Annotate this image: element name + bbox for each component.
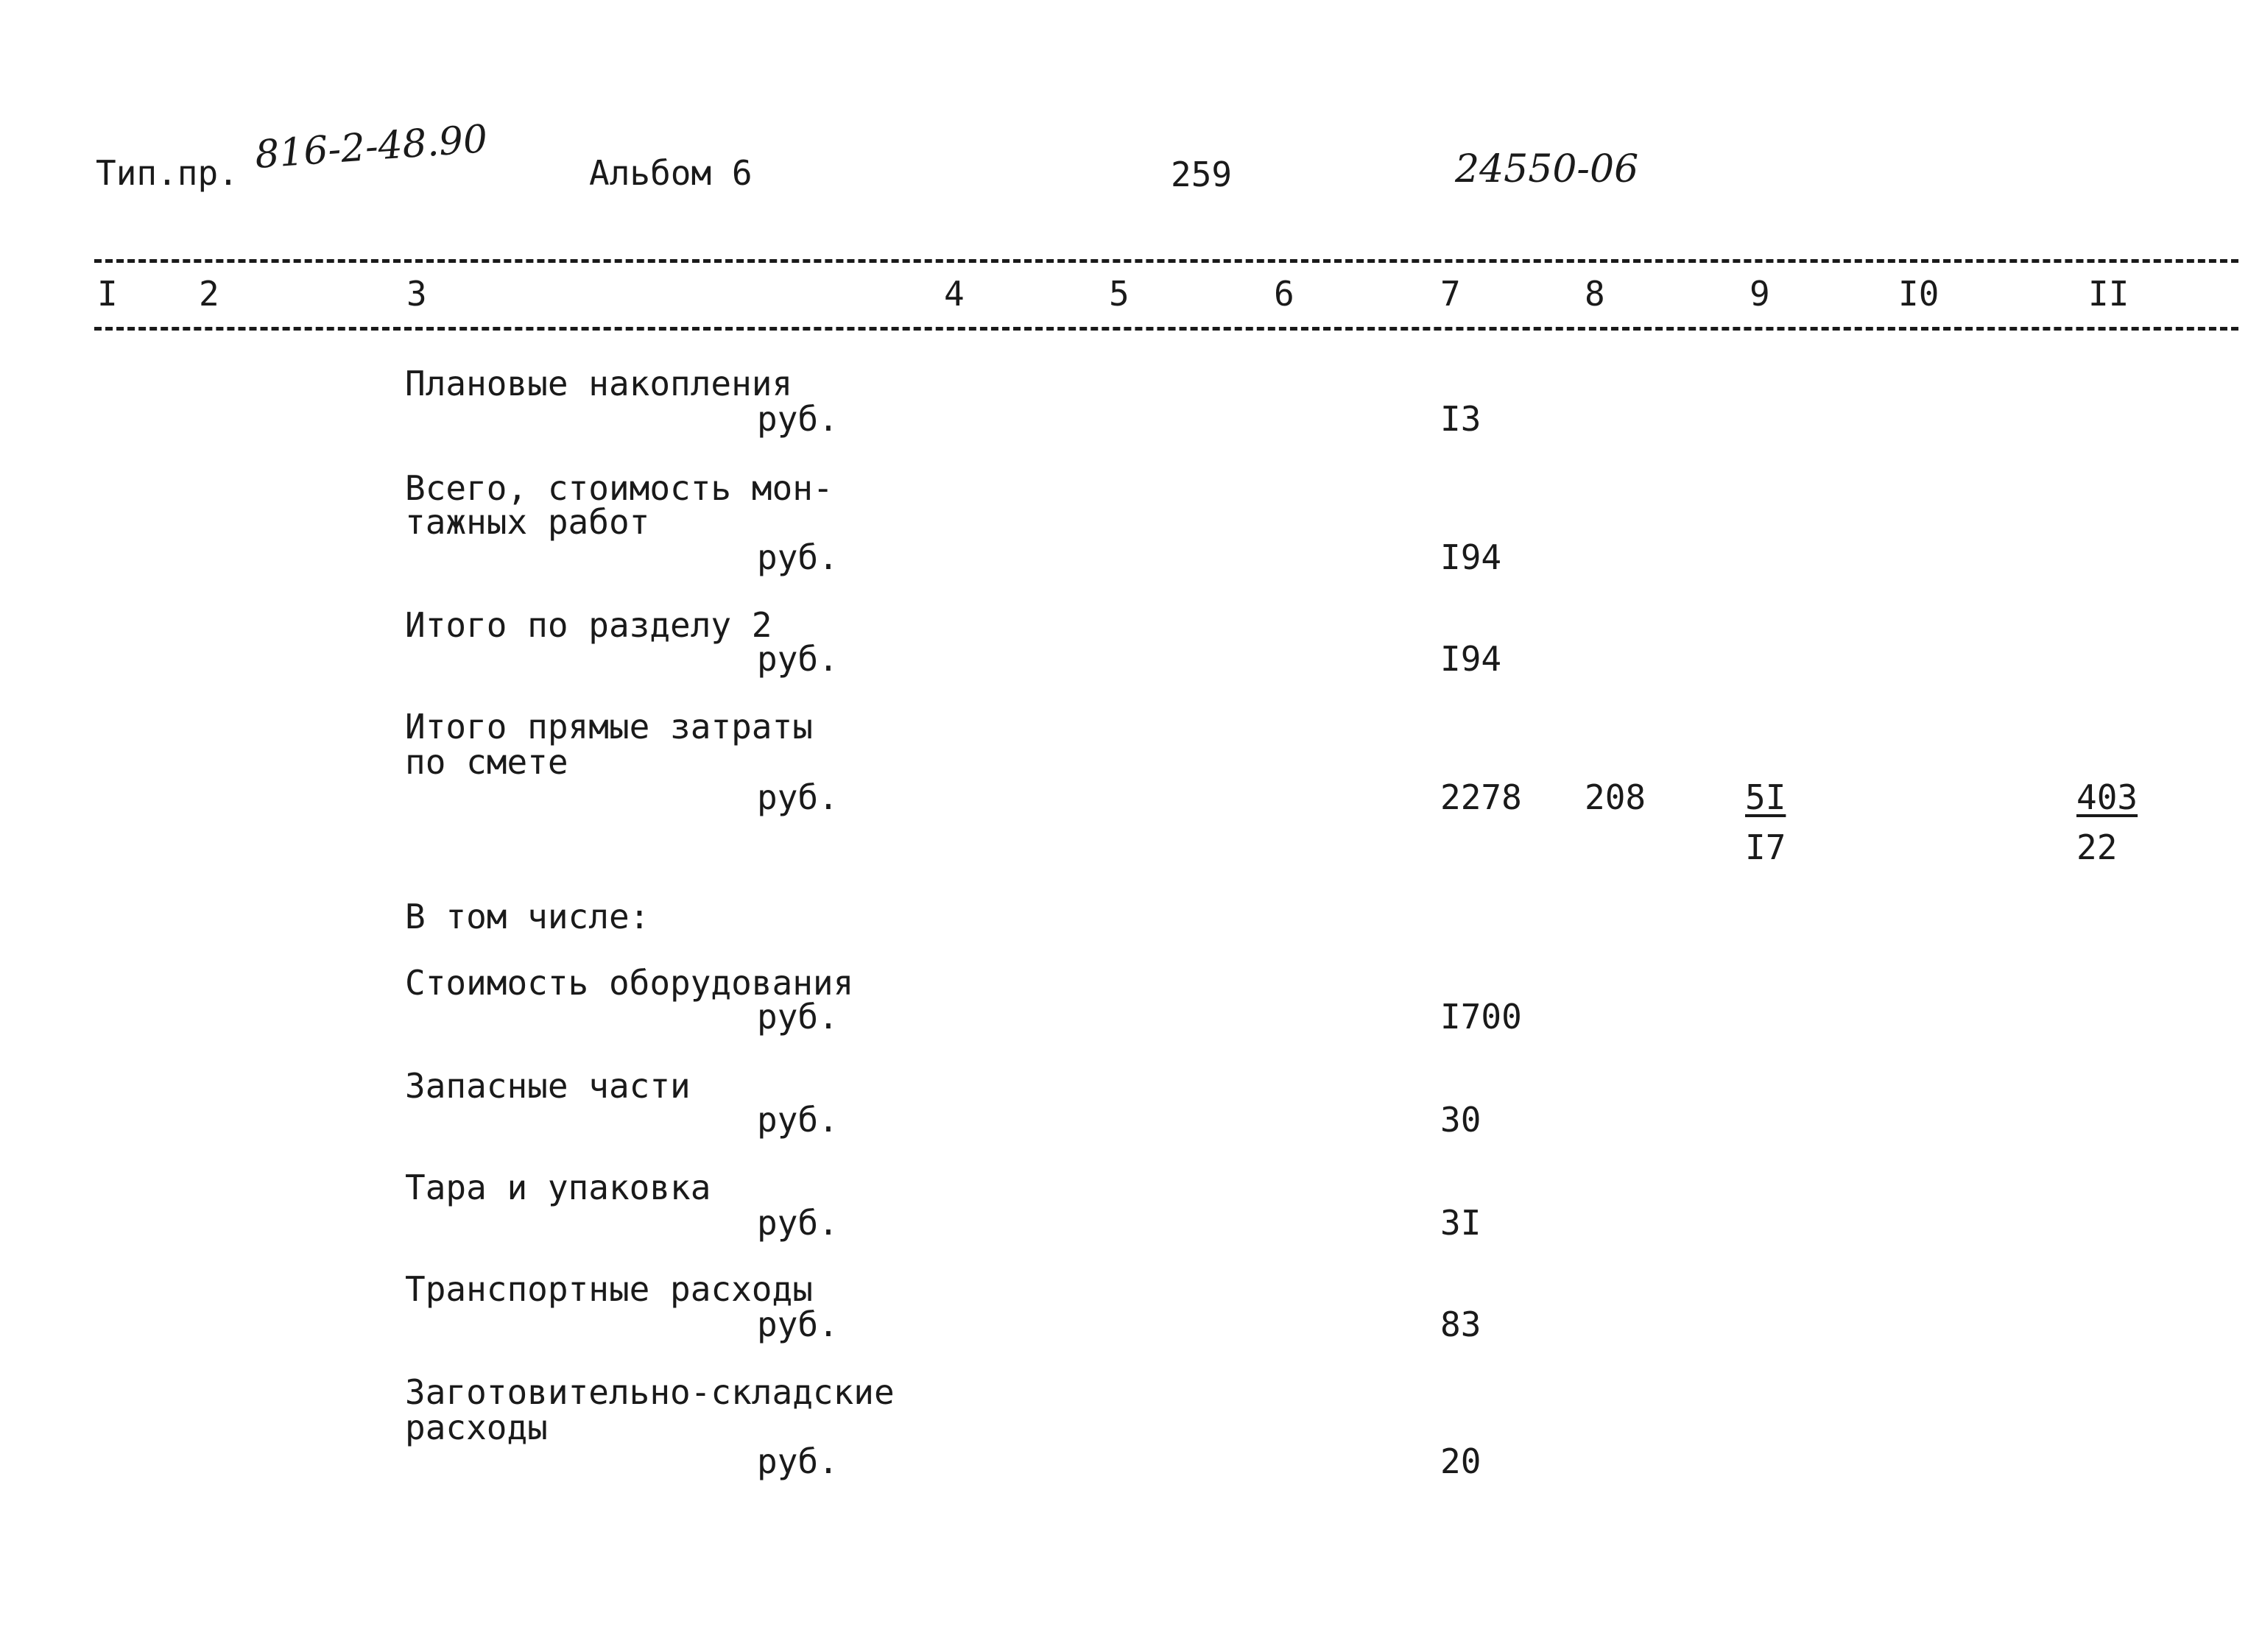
column-header: 4: [944, 274, 965, 314]
section-heading: В том числе:: [405, 897, 650, 936]
header-prefix: Тип.пр.: [96, 153, 239, 193]
doc-number: 24550-06: [1455, 147, 1639, 191]
col9-value-denominator: I7: [1745, 827, 1786, 867]
row-label: Стоимость оборудования: [405, 963, 854, 1003]
unit-label: руб.: [757, 1100, 839, 1140]
column-header: 9: [1750, 274, 1770, 314]
unit-label: руб.: [757, 1441, 839, 1481]
col7-value: 20: [1440, 1441, 1481, 1481]
unit-label: руб.: [757, 399, 839, 439]
col7-value: 83: [1440, 1305, 1481, 1344]
unit-label: руб.: [757, 639, 839, 679]
header-rule-top: [94, 259, 2238, 263]
col7-value: 2278: [1440, 777, 1522, 817]
column-header: 2: [199, 274, 219, 314]
row-label: Тара и упаковка: [405, 1168, 711, 1207]
column-header: I: [97, 274, 118, 314]
col7-value: 30: [1440, 1100, 1481, 1140]
column-header: II: [2088, 274, 2129, 314]
col9-value-numerator: 5I: [1745, 777, 1786, 817]
row-label: Итого по разделу 2: [405, 605, 772, 645]
row-label: Плановые накопления: [405, 364, 793, 403]
col8-value: 208: [1585, 777, 1646, 817]
unit-label: руб.: [757, 537, 839, 577]
page-number: 259: [1171, 155, 1233, 194]
row-label: Транспортные расходы: [405, 1269, 813, 1309]
header-rule-bottom: [94, 327, 2238, 331]
column-header: 5: [1109, 274, 1130, 314]
unit-label: руб.: [757, 777, 839, 817]
column-header: 3: [406, 274, 427, 314]
col11-value-numerator: 403: [2076, 777, 2138, 817]
unit-label: руб.: [757, 997, 839, 1037]
unit-label: руб.: [757, 1203, 839, 1243]
col7-value: I3: [1440, 399, 1481, 439]
col7-value: 3I: [1440, 1203, 1481, 1243]
column-header: 6: [1274, 274, 1294, 314]
row-label: расходы: [405, 1408, 548, 1447]
column-header: 7: [1440, 274, 1461, 314]
col11-value-denominator: 22: [2076, 827, 2118, 867]
col7-value: I94: [1440, 537, 1502, 577]
row-label: Всего, стоимость мон-: [405, 468, 834, 508]
row-label: Заготовительно-складские: [405, 1372, 895, 1412]
column-header: I0: [1898, 274, 1939, 314]
col7-value: I94: [1440, 639, 1502, 679]
row-label: Запасные части: [405, 1066, 691, 1106]
unit-label: руб.: [757, 1305, 839, 1344]
row-label: Итого прямые затраты: [405, 707, 813, 746]
row-label: тажных работ: [405, 502, 650, 542]
project-code: 816-2-48.90: [253, 117, 490, 177]
album-label: Альбом 6: [589, 153, 753, 193]
col7-value: I700: [1440, 997, 1522, 1037]
row-label: по смете: [405, 742, 568, 782]
column-header: 8: [1585, 274, 1605, 314]
